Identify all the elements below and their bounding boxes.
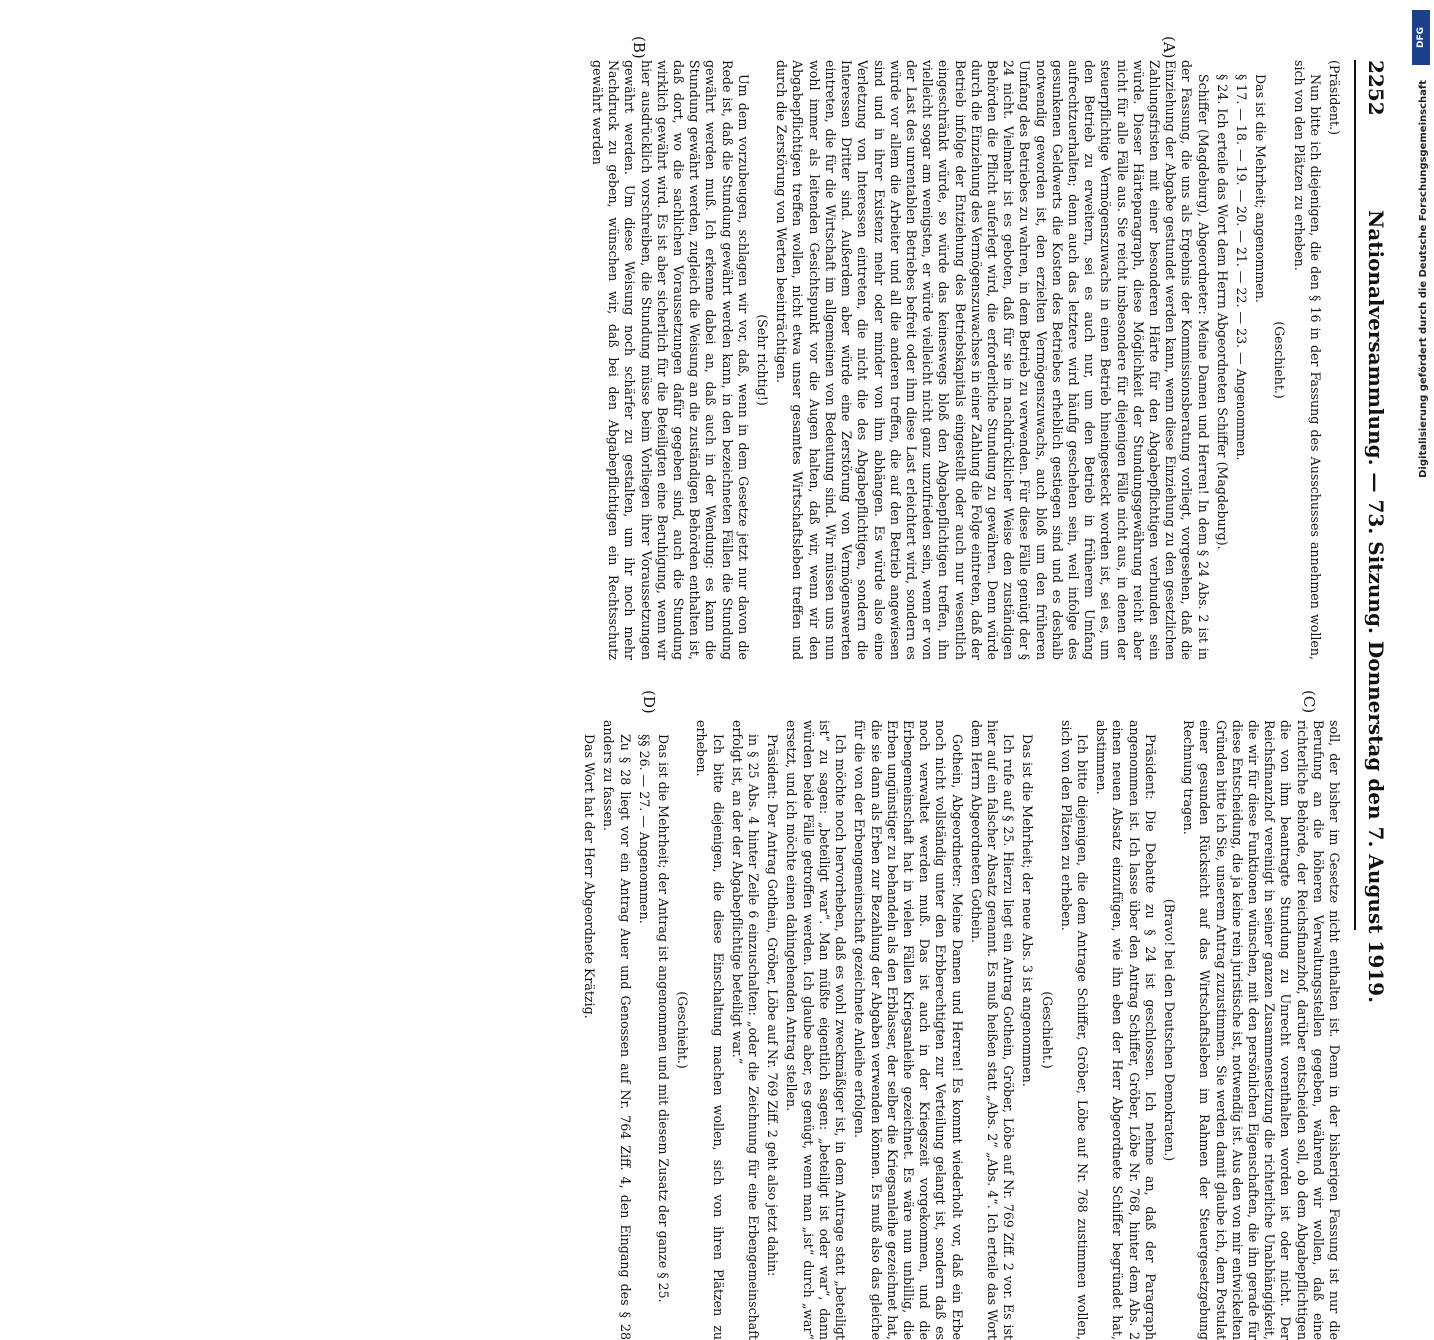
- paragraph: Ich rufe auf § 25. Hierzu liegt ein Antrag Gothein, Gröber, Löbe auf Nr. 769 Ziff. 2 vor. Es ist hier auf ein falscher Absatz genannt. Es muß heißen statt „Abs. 2“ „Abs. 4“. Ich erteile das Wort dem Herrn Abgeordneten Gothein.: [968, 720, 1017, 1340]
- page-number: 2252: [1364, 60, 1388, 116]
- paragraph: Präsident: Die Debatte zu § 24 ist geschlossen. Ich nehme an, daß der Paragraph angenommen ist. Ich lasse über den Antrag Schiffer, Gröber, Löbe Nr. 768, hinter dem Abs. 2 einen neuen Absatz einzufügen, wie ihn eben der Herr Abgeordnete Schiffer begründet hat, abstimmen.: [1094, 720, 1158, 1340]
- digitization-credit: Digitalisierung gefördert durch die Deutsche Forschungsgemeinschaft: [1418, 80, 1429, 478]
- header-title: Nationalversammlung. — 73. Sitzung. Donnerstag den 7. August 1919.: [1364, 210, 1388, 1004]
- paragraph: Das ist die Mehrheit; der neue Abs. 3 ist angenommen.: [1020, 734, 1036, 1087]
- paragraph: Ich bitte diejenigen, die diese Einschaltung machen wollen, sich von ihren Plätzen zu erheben.: [694, 720, 726, 1340]
- speech-paragraph: soll, der bisher im Gesetze nicht enthalten ist. Denn in der bisherigen Fassung ist nur die Berufung an die höheren Verwaltungsstellen gegeben, während wir wollen, daß eine richterliche Behörde, der Reichsfinanzhof, darüber entscheiden soll, ob dem Abgabepflichtigen die von ihm beantragte Stundung zu Unrecht vorenthalten worden ist oder nicht. Der Reichsfinanzhof vereinigt in seiner ganzen Zusammensetzung die richterliche Unabhängigkeit, die wir für diese Funktionen wünschen, mit den persönlichen Eigenschaften, die ihn gerade für diese Entscheidung, die ja keine rein juristische ist, notwendig ist. Aus den von mir entwickelten Gründen bitte ich Sie, unserem Antrag zuzustimmen. Sie werden damit glaube ich, dem Postulat einer gesunden Rücksicht auf das Wirtschaftsleben im Rahmen der Steuergesetzgebung Rechnung tragen.: [1181, 720, 1342, 1340]
- paragraph: Ich bitte diejenigen, die dem Antrage Schiffer, Gröber, Löbe auf Nr. 768 zustimmen wollen, sich von den Plätzen zu erheben.: [1058, 720, 1090, 1340]
- paragraph: Das ist die Mehrheit; der Antrag ist angenommen und mit diesem Zusatz der ganze § 25.: [656, 734, 672, 1303]
- page-header: [1354, 60, 1396, 1004]
- paragraph: Präsident: Der Antrag Gothein, Gröber, Löbe auf Nr. 769 Ziff. 2 geht also jetzt dahin:: [765, 734, 781, 1277]
- speech-paragraph: Gothein, Abgeordneter: Meine Damen und Herren! Es kommt wiederholt vor, daß ein Erbe noch nicht vollständig unter den Erbberechtigten zur Verteilung gelangt ist, sondern daß es noch verwaltet werden muß. Das ist auch in der Kriegszeit vorgekommen, und die Erbengemeinschaft hat in vielen Fällen Kriegsanleihe gezeichnet. Es wäre nun unbillig, die Erben ungünstiger zu behandeln als den Erblasser, der selber die Kriegsanleihe gezeichnet hat, die sie dann als Erben zur Bezahlung der Abgaben verwenden können. Es muß also das gleiche für die von der Erbengemeinschaft gezeichnete Anleihe erfolgen.: [852, 720, 965, 1340]
- margin-letter-c: (C): [1300, 690, 1318, 714]
- margin-letter-a: (A): [1160, 36, 1178, 59]
- paragraph: §§ 26. — 27. — Angenommen.: [636, 734, 652, 924]
- margin-letter-b: (B): [630, 36, 648, 59]
- margin-letter-d: (D): [640, 690, 658, 714]
- speaker-note: (Präsident.): [1327, 60, 1342, 136]
- stage-direction: (Geschieht.): [1039, 991, 1055, 1069]
- stage-direction: (Sehr richtig!): [755, 314, 771, 406]
- paragraph: Nun bitte ich diejenigen, die den § 16 in der Fassung des Ausschusses annehmen wollen, sich von den Plätzen zu erheben.: [1291, 60, 1323, 660]
- speech-paragraph: Schiffer (Magdeburg), Abgeordneter: Meine Damen und Herren! In dem § 24 Abs. 2 ist in der Fassung, die uns als Ergebnis der Kommissionsberatung vorliegt, vorgesehen, daß die Einziehung der Abgabe gestundet werden kann, wenn diese Einziehung zu den gesetzlichen Zahlungsfristen mit einer besonderen Härte für den Abgabepflichtigen verbunden sein würde. Dieser Härteparagraph, diese Möglichkeit der Stundungsgewährung reicht aber nicht für alle Fälle aus. Sie reicht insbesondere für diejenigen Fälle nicht aus, in denen der steuerpflichtige Vermögenszuwachs in einen Betrieb hineingesteckt worden ist, sei es, um den Betrieb zu erweitern, sei es auch nur, um den Betrieb in früherem Umfang aufrechtzuerhalten; denn auch das letztere wird häufig geschehen sein, weil infolge des gesunkenen Geldwerts die Kosten des Betriebes erheblich gestiegen sind und es deshalb notwendig geworden ist, den erzielten Vermögenszuwachs, auch bloß um den früheren Umfang des Betriebes zu wahren, in dem Betrieb zu verwenden. Für diese Fälle genügt der § 24 nicht. Vielmehr ist es geboten, daß für sie in nachdrücklicher Weise den zuständigen Behörden die Pflicht auferlegt wird, die erforderliche Stundung zu gewähren. Denn würde durch die Einziehung des Vermögenszuwachses in einer Zahlung die Folge eintreten, daß der Betrieb infolge der Entziehung des Betriebskapitals eingestellt oder auch nur wesentlich eingeschränkt würde, so würde das keineswegs bloß den Abgabepflichtigen treffen, ihn vielleicht sogar am wenigsten, er würde vielleicht nicht ganz unzufrieden sein, wenn er von der Last des unrentablen Betriebes befreit oder ihm diese Last erleichtert wird, sondern es würde vor allem die Arbeiter und all die anderen treffen, die auf den Betrieb angewiesen sind und in ihrer Existenz mehr oder minder von ihm abhängen. Es würde also eine Verletzung von Interessen eintreten, die nicht die des Abgabepflichtigen, sondern die Interessen Dritter sind. Außerdem aber würde eine Zerstörung von Vermögenswerten eintreten, die für die Wirtschaft im allgemeinen von Bedeutung sind. Wir müssen uns nun wohl immer als leitenden Gesichtspunkt vor die Augen halten, daß wir, wenn wir den Abgabepflichtigen treffen wollen, nicht etwa unser gesamtes Wirtschaftsleben treffen und durch die Zerstörung von Werten beeinträchtigen.: [774, 60, 1211, 660]
- dfg-logo: DFG: [1412, 10, 1430, 65]
- stage-direction: (Geschieht.): [1272, 321, 1288, 399]
- stage-direction: (Bravo! bei den Deutschen Demokraten.): [1161, 898, 1177, 1162]
- right-text-column: [30, 720, 1342, 1340]
- left-text-column: [30, 60, 1342, 660]
- paragraph: Das ist die Mehrheit; angenommen.: [1253, 74, 1269, 303]
- paragraph: § 17. — 18. — 19. — 20. — 21. — 22. — 23. — Angenommen.: [1233, 74, 1249, 461]
- digitization-sidebar: [1410, 10, 1434, 990]
- paragraph: Zu § 28 liegt vor ein Antrag Auer und Genossen auf Nr. 764 Ziff. 4, den Eingang des § 28 anders zu fassen.: [601, 720, 633, 1340]
- paragraph: § 24. Ich erteile das Wort dem Herrn Abgeordneten Schiffer (Magdeburg).: [1214, 74, 1230, 550]
- speech-paragraph: Um dem vorzubeugen, schlagen wir vor, daß, wenn in dem Gesetze jetzt nur davon die Rede ist, daß die Stundung gewährt werden kann, in den bezeichneten Fällen die Stundung gewährt werden muß. Ich erkenne dabei an, daß auch in der Wendung: es kann die Stundung gewährt werden, zugleich die Weisung an die zuständigen Behörden enthalten ist, daß dort, wo die sachlichen Voraussetzungen dafür gegeben sind, auch die Stundung wirklich gewährt wird. Es ist aber sicherlich für die Beteiligten eine Beruhigung, wenn wir hier ausdrücklich vorschreiben, die Stundung müsse beim Vorliegen ihrer Voraussetzungen gewährt werden. Um diese Weisung noch schärfer zu gestalten, um ihr noch mehr Nachdruck zu geben, wünschen wir, daß bei den Abgabepflichtigen ein Rechtsschutz gewährt werden: [590, 60, 751, 660]
- stage-direction: (Geschieht.): [675, 991, 691, 1069]
- speech-paragraph: Ich möchte noch hervorheben, daß es wohl zweckmäßiger ist, in dem Antrage statt „beteiligt ist“ zu sagen: „beteiligt war“. Man müßte eigentlich sagen: „beteiligt ist oder war“, dann würden beide Fälle getroffen werden. Ich glaube aber, es genügt, wenn man „ist“ durch „war“ ersetzt, und ich möchte einen dahingehenden Antrag stellen.: [784, 720, 849, 1340]
- paragraph: Das Wort hat der Herr Abgeordnete Krätzig.: [582, 734, 598, 1019]
- quoted-amendment: in § 25 Abs. 4 hinter Zeile 6 einzuschalten: „oder die Zeichnung für eine Erbengemeinschaft erfolgt ist, an der der Abgabepflichtige beteiligt war.“: [729, 720, 762, 1340]
